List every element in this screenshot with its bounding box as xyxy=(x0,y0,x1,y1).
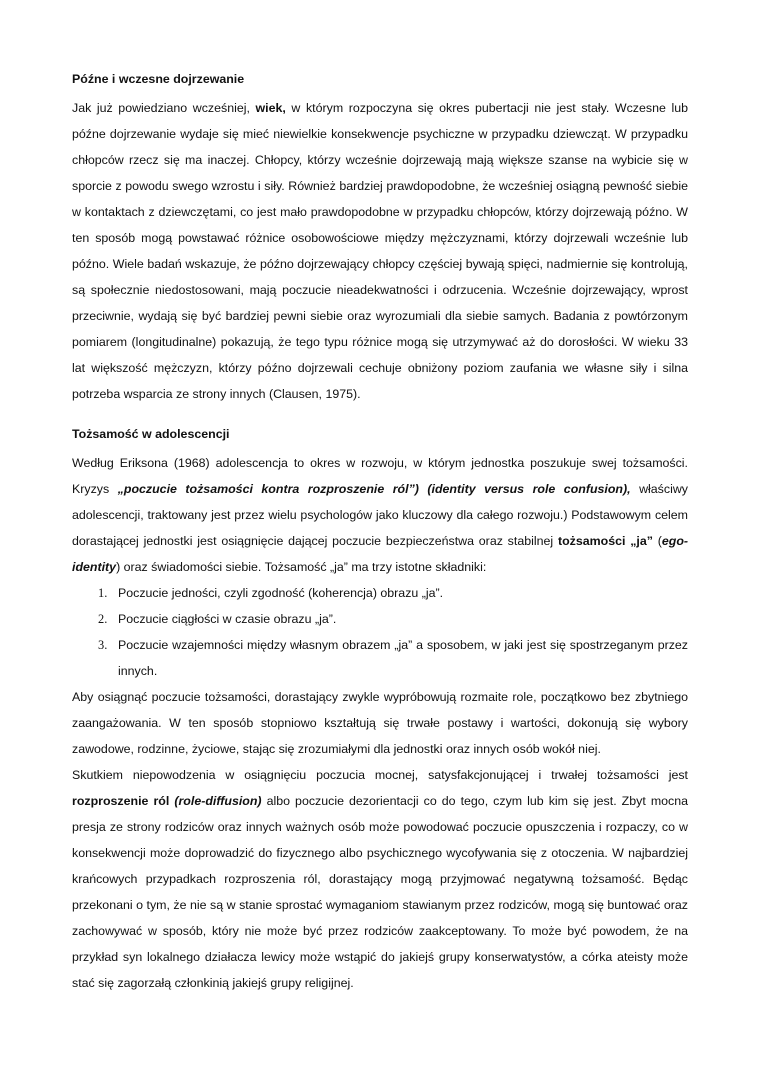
text-run: albo poczucie dezorientacji co do tego, czym lub kim się jest. Zbyt mocna presja ze strony rodziców oraz innych ważnych osób może powodować poczucie opuszczenia i rozpaczy, co w konsekwencji może doprowadzić do fizycznego albo psychicznego wycofywania się z otoczenia. W najbardziej krańcowych przypadkach rozproszenia ról, dorastający mogą przyjmować negatywną tożsamość. Będąc przekonani o tym, że nie są w stanie sprostać wymaganiom stawianym przez rodziców, mogą się buntować oraz zachowywać w sposób, który nie może być przez rodziców zaakceptowany. To może być powodem, że na przykład syn lokalnego działacza lewicy może wstąpić do jakiejś grupy konserwatystów, a córka ateisty może stać się zagorzałą członkinią jakiejś grupy religijnej. xyxy=(72,794,689,990)
text-run: Jak już powiedziano wcześniej, xyxy=(72,101,256,115)
section-gap xyxy=(72,407,688,425)
paragraph-erikson xyxy=(72,450,688,580)
identity-components-list xyxy=(72,580,688,684)
section-heading-maturation: Późne i wczesne dojrzewanie xyxy=(72,72,245,86)
list-item-text: Poczucie wzajemności między własnym obrazem „ja” a sposobem, w jaki jest się spostrzeganym przez innych. xyxy=(118,638,688,678)
text-run: Skutkiem niepowodzenia w osiągnięciu poczucia mocnej, satysfakcjonującej i trwałej tożsamości jest xyxy=(72,768,688,782)
bold-term-ego-identity: tożsamości „ja” xyxy=(557,534,653,548)
list-number: 1. xyxy=(98,586,108,600)
list-item-text: Poczucie jedności, czyli zgodność (koherencja) obrazu „ja”. xyxy=(118,586,444,600)
list-item xyxy=(72,632,688,684)
paragraph-roles: Aby osiągnąć poczucie tożsamości, dorastający zwykle wypróbowują rozmaite role, początkowo bez zbytniego zaangażowania. W ten sposób stopniowo kształtują się trwałe postawy i wartości, dokonują się wybory zawodowe, rodzinne, życiowe, stając się zrozumiałymi dla jednostki oraz innych osób wokół niej. xyxy=(72,690,688,756)
text-run: Według Eriksona (1968) adolescencja to okres w rozwoju, w którym jednostka poszukuje swej tożsamości. Kryzys xyxy=(72,456,688,496)
bold-term-role-diffusion: rozproszenie ról xyxy=(72,794,170,808)
list-item-text: Poczucie ciągłości w czasie obrazu „ja”. xyxy=(118,612,337,626)
paragraph-maturation xyxy=(72,95,688,407)
bold-italic-term-role-diffusion: (role-diffusion) xyxy=(169,794,262,808)
list-item xyxy=(72,580,688,606)
text-run: w którym rozpoczyna się okres pubertacji nie jest stały. Wczesne lub późne dojrzewanie wydaje się mieć niewielkie konsekwencje psychiczne w przypadku dziewcząt. W przypadku chłopców rzecz się ma inaczej. Chłopcy, którzy wcześnie dojrzewają mają większe szanse na wybicie się w sporcie z powodu swego wzrostu i siły. Również bardziej prawdopodobne, że wcześniej osiągną pewność siebie w kontaktach z dziewczętami, co jest mało prawdopodobne w przypadku chłopców, którzy dojrzewają późno. W ten sposób mogą powstawać różnice osobowościowe między mężczyznami, którzy dojrzewali wcześnie lub późno. Wiele badań wskazuje, że późno dojrzewający chłopcy częściej bywają spięci, nadmiernie się kontrolują, są społecznie niedostosowani, mają poczucie nieadekwatności i odrzucenia. Wcześnie dojrzewający, wprost przeciwnie, wydają się być bardziej pewni siebie oraz wyrozumiali dla siebie samych. Badania z powtórzonym pomiarem (longitudinalne) pokazują, że tego typu różnice mogą się utrzymywać aż do dorosłości. W wieku 33 lat większość mężczyzn, którzy późno dojrzewali cechuje obniżony poziom zaufania we własne siły i silna potrzeba wsparcia ze strony innych (Clausen, 1975). xyxy=(72,101,688,401)
bold-italic-term-identity-confusion: ) (identity versus role confusion), xyxy=(414,482,631,496)
section-heading-identity: Tożsamość w adolescencji xyxy=(72,427,230,441)
list-number: 2. xyxy=(98,612,108,626)
text-run: ( xyxy=(652,534,662,548)
list-number: 3. xyxy=(98,638,108,652)
bold-italic-term-ego-identity: ego-identity xyxy=(72,534,689,574)
list-item xyxy=(72,606,688,632)
text-run: ) oraz świadomości siebie. Tożsamość „ja” ma trzy istotne składniki: xyxy=(116,560,487,574)
bold-term-crisis: „poczucie tożsamości kontra rozproszenie ról” xyxy=(117,482,415,496)
text-run: właściwy adolescencji, traktowany jest przez wielu psychologów jako kluczowy dla całego rozwoju.) Podstawowym celem dorastającej jednostki jest osiągnięcie dającej poczucie bezpieczeństwa oraz stabilnej xyxy=(72,482,688,548)
bold-term-wiek: wiek, xyxy=(255,101,286,115)
paragraph-role-diffusion xyxy=(72,762,688,996)
